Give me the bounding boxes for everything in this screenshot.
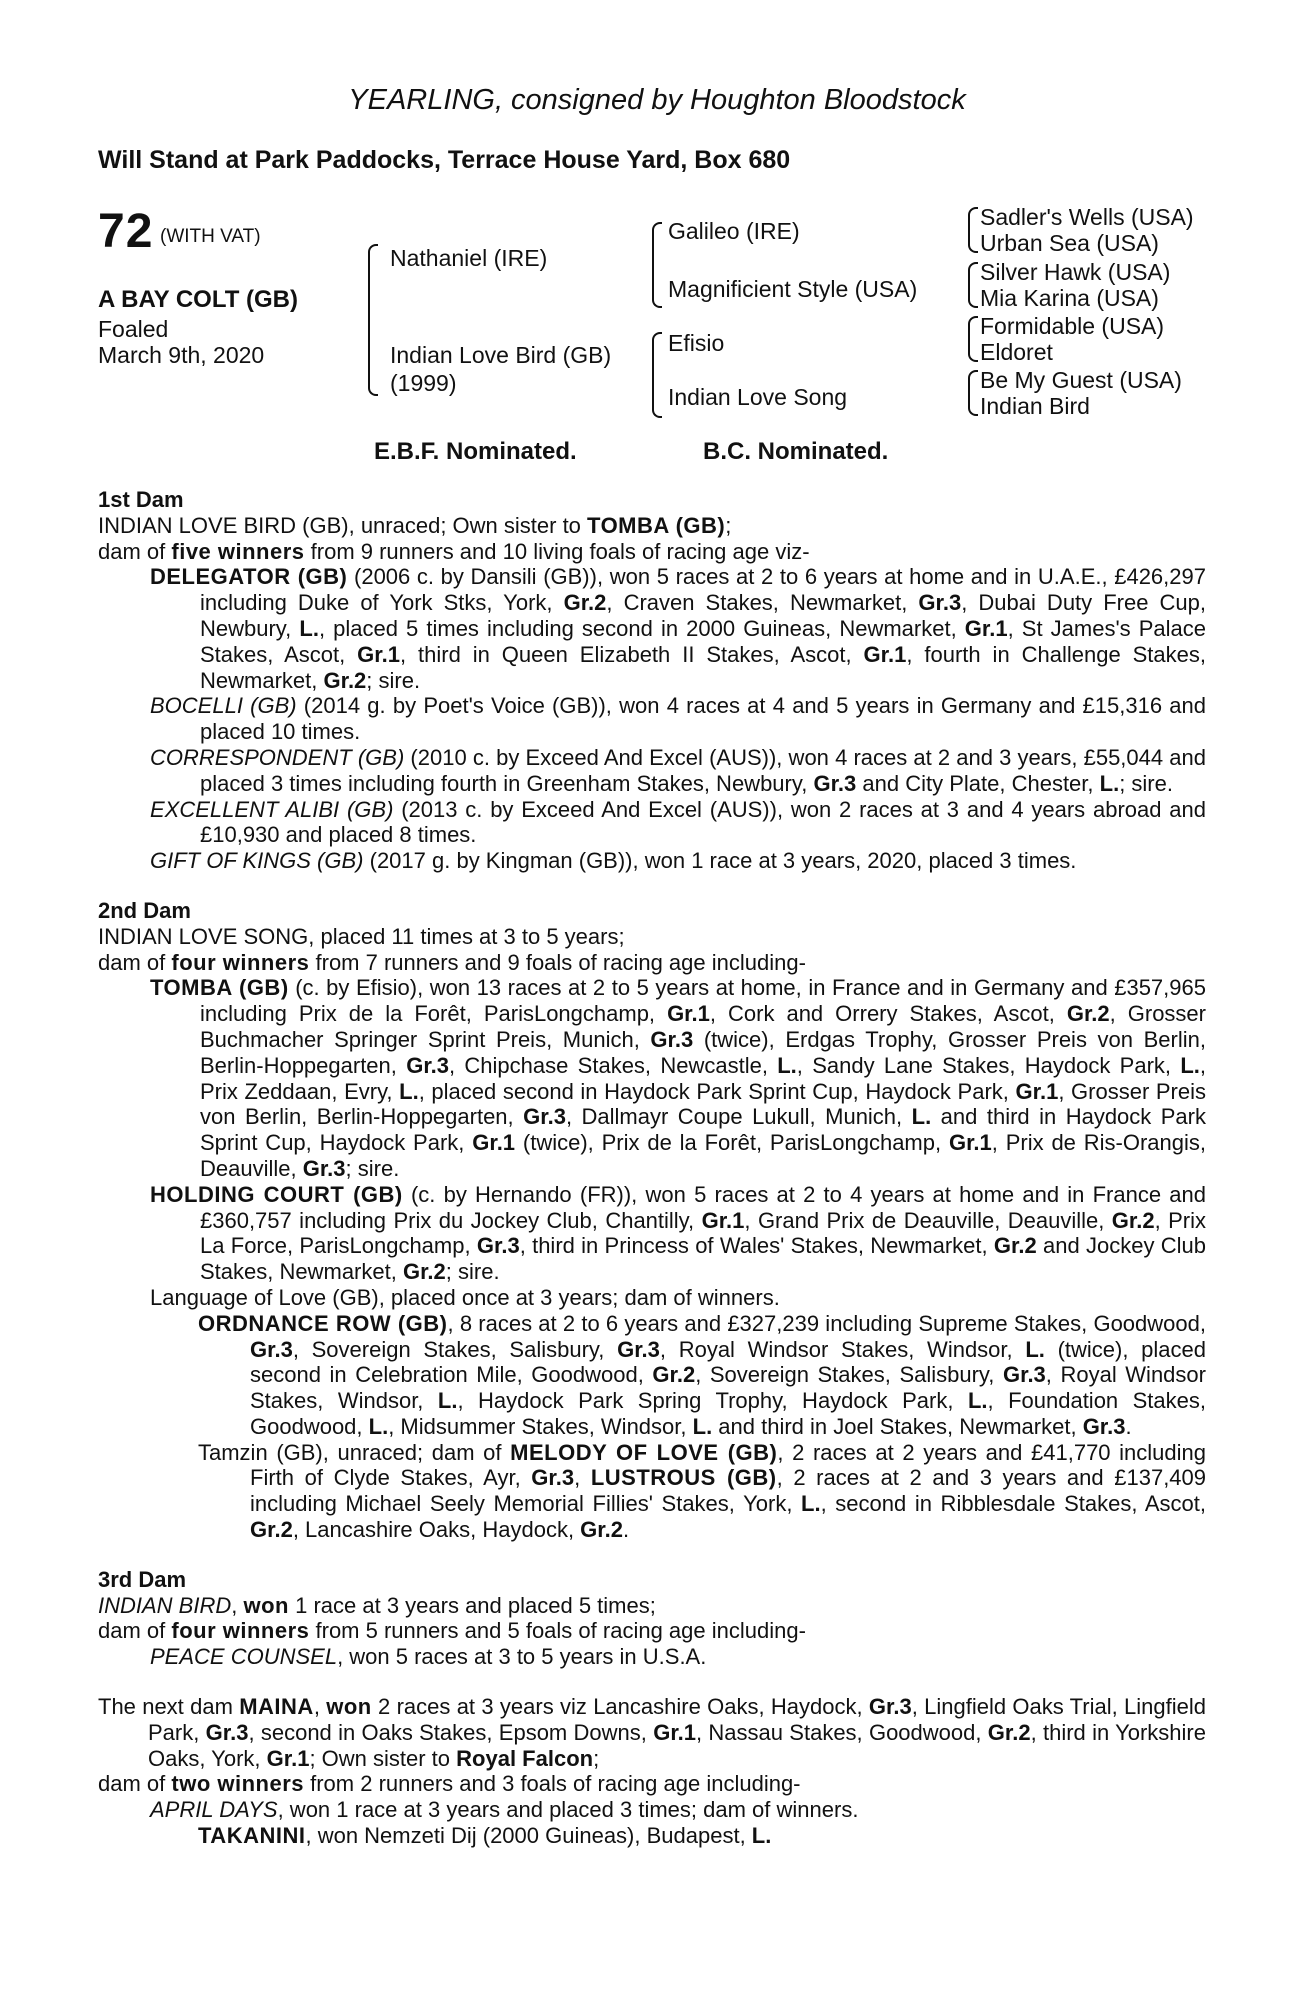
first-dam-produce-delegator: DELEGATOR (GB) (2006 c. by Dansili (GB)), won 5 races at 2 to 6 years at home and in U.A.E., £426,297 including Duke of York Stks, York, Gr.2, Craven Stakes, Newmarket, Gr.3, Dubai Duty Free Cup, Newbury, L., placed 5 times including second in 2000 Guineas, Newmarket, Gr.1, St James's Palace Stakes, Ascot, Gr.1, third in Queen Elizabeth II Stakes, Ascot, Gr.1, fourth in Challenge Stakes, Newmarket, Gr.2; sire. <box>150 564 1207 693</box>
next-dam-line: The next dam MAINA, won 2 races at 3 years viz Lancashire Oaks, Haydock, Gr.3, Lingfield Oaks Trial, Lingfield Park, Gr.3, second in Oaks Stakes, Epsom Downs, Gr.1, Nassau Stakes, Goodwood, Gr.2, third in Yorkshire Oaks, York, Gr.1; Own sister to Royal Falcon; <box>98 1694 1206 1771</box>
vat-note: (WITH VAT) <box>160 226 261 247</box>
foaled-label: Foaled <box>98 316 169 342</box>
pedigree-bracket-2 <box>652 222 662 308</box>
ebf-nomination: E.B.F. Nominated. <box>374 438 577 465</box>
first-dam-produce-excellent-alibi: EXCELLENT ALIBI (GB) (2013 c. by Exceed And Excel (AUS)), won 2 races at 3 and 4 years abroad and £10,930 and placed 8 times. <box>150 796 1206 848</box>
second-dam-grandproduce-ordnance-row: ORDNANCE ROW (GB), 8 races at 2 to 6 years and £327,239 including Supreme Stakes, Goodwood, Gr.3, Sovereign Stakes, Salisbury, Gr.3, Royal Windsor Stakes, Windsor, L. (twice), placed second in Celebration Mile, Goodwood, Gr.2, Sovereign Stakes, Salisbury, Gr.3, Royal Windsor Stakes, Windsor, L., Haydock Park Spring Trophy, Haydock Park, L., Foundation Stakes, Goodwood, L., Midsummer Stakes, Windsor, L. and third in Joel Stakes, Newmarket, Gr.3. <box>198 1310 1206 1439</box>
pedigree-sire-sire: Galileo (IRE) <box>668 218 800 244</box>
pedigree-sds: Silver Hawk (USA) <box>980 259 1171 285</box>
pedigree-dam-sire: Efisio <box>668 330 725 356</box>
first-dam-produce-gift-of-kings: GIFT OF KINGS (GB) (2017 g. by Kingman (GB)), won 1 race at 3 years, 2020, placed 3 times. <box>150 848 1077 874</box>
third-dam-produce-peace-counsel: PEACE COUNSEL, won 5 races at 3 to 5 years in U.S.A. <box>150 1644 707 1670</box>
second-dam-heading: 2nd Dam <box>98 897 191 923</box>
third-dam-line: INDIAN BIRD, won 1 race at 3 years and placed 5 times; <box>98 1592 656 1618</box>
pedigree-sire: Nathaniel (IRE) <box>390 245 548 271</box>
first-dam-heading: 1st Dam <box>98 487 184 512</box>
lot-number: 72 <box>98 205 154 258</box>
third-dam-produce-summary: dam of four winners from 5 runners and 5 foals of racing age including- <box>98 1618 806 1644</box>
pedigree-sdd: Mia Karina (USA) <box>980 285 1159 311</box>
pedigree-dam-dam: Indian Love Song <box>668 384 848 410</box>
first-dam-produce-summary: dam of five winners from 9 runners and 10 living foals of racing age viz- <box>98 538 810 564</box>
next-dam-produce-april-days: APRIL DAYS, won 1 race at 3 years and placed 3 times; dam of winners. <box>150 1797 859 1823</box>
pedigree-ddd: Indian Bird <box>980 393 1090 419</box>
catalogue-header: YEARLING, consigned by Houghton Bloodstock <box>348 84 966 116</box>
catalogue-body <box>98 487 1206 1849</box>
pedigree-dds: Be My Guest (USA) <box>980 367 1182 393</box>
pedigree-dss: Formidable (USA) <box>980 313 1165 339</box>
pedigree-bracket-3 <box>652 332 662 418</box>
first-dam-produce-bocelli: BOCELLI (GB) (2014 g. by Poet's Voice (GB)), won 4 races at 4 and 5 years in Germany and £15,316 and placed 10 times. <box>150 693 1206 745</box>
pedigree-ssd: Urban Sea (USA) <box>980 230 1159 256</box>
pedigree-bracket-5 <box>968 262 978 308</box>
horse-name: A BAY COLT (GB) <box>98 286 299 313</box>
pedigree-sss: Sadler's Wells (USA) <box>980 204 1194 230</box>
pedigree-sire-dam: Magnificient Style (USA) <box>668 276 918 302</box>
pedigree-bracket-7 <box>968 370 978 416</box>
first-dam-produce-correspondent: CORRESPONDENT (GB) (2010 c. by Exceed And Excel (AUS)), won 4 races at 2 and 3 years, £55,044 and placed 3 times including fourth in Greenham Stakes, Newbury, Gr.3 and City Plate, Chester, L.; sire. <box>150 744 1206 796</box>
second-dam-grandproduce-tamzin: Tamzin (GB), unraced; dam of MELODY OF LOVE (GB), 2 races at 2 years and £41,770 including Firth of Clyde Stakes, Ayr, Gr.3, LUSTROUS (GB), 2 races at 2 and 3 years and £137,409 including Michael Seely Memorial Fillies' Stakes, York, L., second in Ribblesdale Stakes, Ascot, Gr.2, Lancashire Oaks, Haydock, Gr.2. <box>198 1439 1207 1543</box>
pedigree-dsd: Eldoret <box>980 339 1053 365</box>
foaled-date: March 9th, 2020 <box>98 342 265 368</box>
pedigree-dam: Indian Love Bird (GB) <box>390 342 612 368</box>
pedigree-bracket-6 <box>968 316 978 362</box>
next-dam-grandproduce-takanini: TAKANINI, won Nemzeti Dij (2000 Guineas), Budapest, L. <box>198 1823 772 1849</box>
stand-location: Will Stand at Park Paddocks, Terrace House Yard, Box 680 <box>98 146 791 174</box>
next-dam-produce-summary: dam of two winners from 2 runners and 3 foals of racing age including- <box>98 1771 801 1797</box>
second-dam-line: INDIAN LOVE SONG, placed 11 times at 3 to 5 years; <box>98 923 625 949</box>
second-dam-produce-holding-court: HOLDING COURT (GB) (c. by Hernando (FR)), won 5 races at 2 to 4 years at home and in France and £360,757 including Prix du Jockey Club, Chantilly, Gr.1, Grand Prix de Deauville, Deauville, Gr.2, Prix La Force, ParisLongchamp, Gr.3, third in Princess of Wales' Stakes, Newmarket, Gr.2 and Jockey Club Stakes, Newmarket, Gr.2; sire. <box>150 1181 1206 1285</box>
second-dam-produce-language-of-love: Language of Love (GB), placed once at 3 years; dam of winners. <box>150 1284 780 1310</box>
pedigree-dam-year: (1999) <box>390 370 457 396</box>
bc-nomination: B.C. Nominated. <box>703 438 889 465</box>
pedigree-bracket-4 <box>968 207 978 253</box>
second-dam-produce-summary: dam of four winners from 7 runners and 9 foals of racing age including- <box>98 949 806 975</box>
pedigree-bracket-1 <box>368 244 378 396</box>
second-dam-produce-tomba: TOMBA (GB) (c. by Efisio), won 13 races at 2 to 5 years at home, in France and in Germany and £357,965 including Prix de la Forêt, ParisLongchamp, Gr.1, Cork and Orrery Stakes, Ascot, Gr.2, Grosser Buchmacher Springer Sprint Preis, Munich, Gr.3 (twice), Erdgas Trophy, Grosser Preis von Berlin, Berlin-Hoppegarten, Gr.3, Chipchase Stakes, Newcastle, L., Sandy Lane Stakes, Haydock Park, L., Prix Zeddaan, Evry, L., placed second in Haydock Park Sprint Cup, Haydock Park, Gr.1, Grosser Preis von Berlin, Berlin-Hoppegarten, Gr.3, Dallmayr Coupe Lukull, Munich, L. and third in Haydock Park Sprint Cup, Haydock Park, Gr.1 (twice), Prix de la Forêt, ParisLongchamp, Gr.1, Prix de Ris-Orangis, Deauville, Gr.3; sire. <box>150 975 1207 1181</box>
third-dam-heading: 3rd Dam <box>98 1566 187 1592</box>
first-dam-line: INDIAN LOVE BIRD (GB), unraced; Own sister to TOMBA (GB); <box>98 512 732 538</box>
